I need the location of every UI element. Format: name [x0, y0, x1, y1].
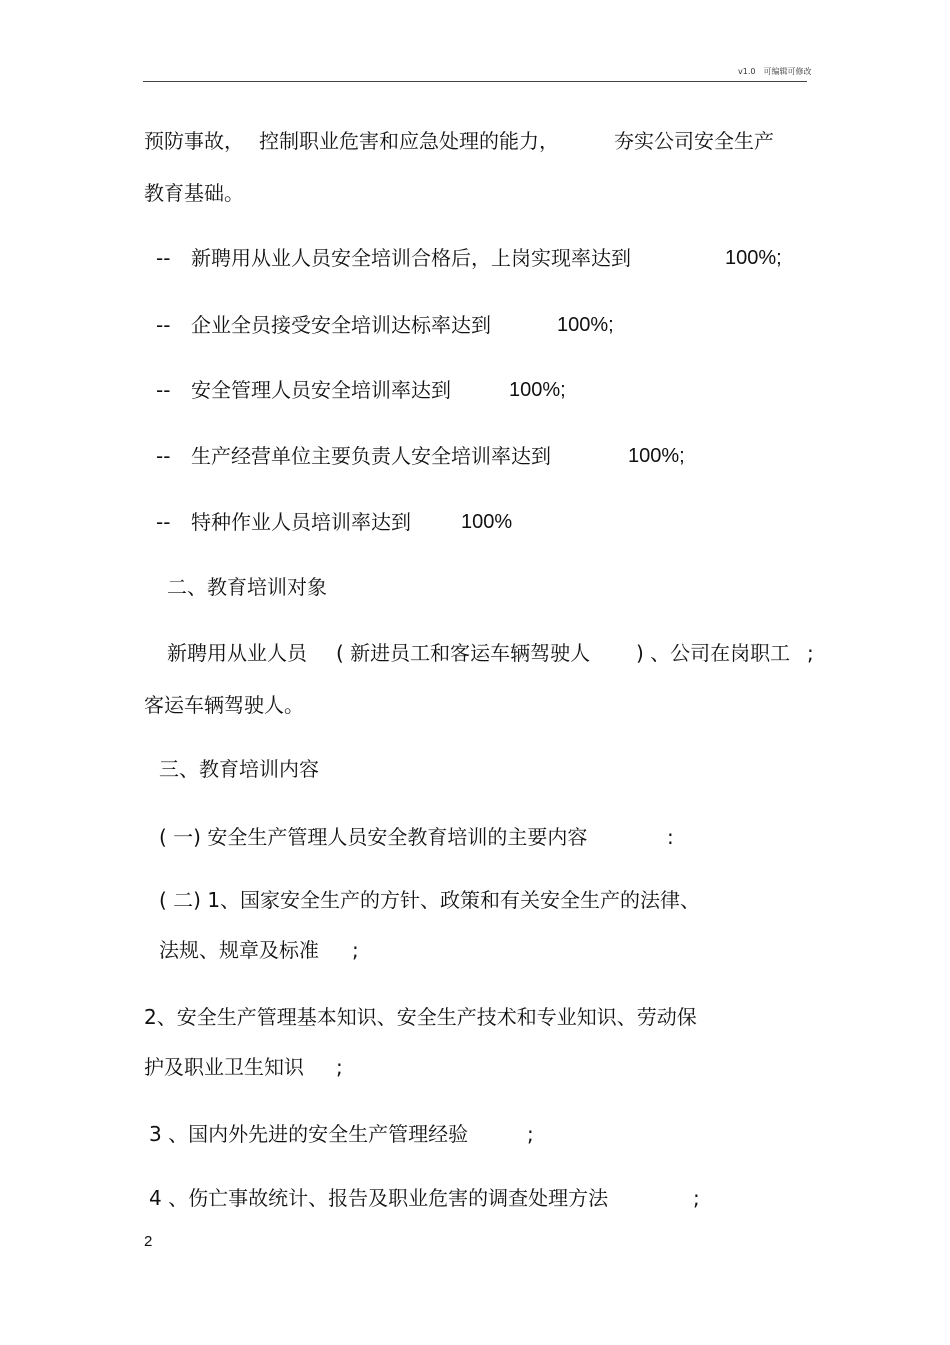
target-dash: --	[156, 510, 171, 534]
item2-semicolon: ;	[336, 1055, 343, 1079]
header-rule	[143, 81, 807, 82]
s2-text-b: ( 新进员工和客运车辆驾驶人	[336, 641, 591, 665]
p1-text-d: 教育基础。	[144, 181, 244, 205]
target-value: 100%;	[557, 314, 614, 336]
target-text: 安全管理人员安全培训率达到	[191, 378, 451, 402]
target-value: 100%;	[509, 379, 566, 401]
target-value: 100%	[461, 511, 513, 533]
item3-semicolon: ;	[527, 1122, 534, 1146]
s2-text-a: 新聘用从业人员	[167, 641, 307, 665]
p1-text-a: 预防事故，	[144, 129, 244, 153]
target-value: 100%;	[628, 445, 685, 467]
sub2-semicolon: ;	[352, 938, 359, 962]
item4-semicolon: ;	[693, 1186, 700, 1210]
target-value: 100%;	[725, 247, 782, 269]
item4-text: 4 、伤亡事故统计、报告及职业危害的调查处理方法	[149, 1186, 609, 1210]
sub2-text: ( 二) 1、国家安全生产的方针、政策和有关安全生产的法律、	[159, 888, 701, 912]
item2-text: 2、安全生产管理基本知识、安全生产技术和专业知识、劳动保	[144, 1005, 697, 1029]
item3-text: 3 、国内外先进的安全生产管理经验	[149, 1122, 469, 1146]
page-number: 2	[144, 1233, 153, 1250]
target-dash: --	[156, 444, 171, 468]
target-text: 企业全员接受安全培训达标率达到	[191, 313, 491, 337]
sub1-colon: :	[667, 825, 674, 849]
target-dash: --	[156, 246, 171, 270]
s2-text-d: ;	[807, 641, 814, 665]
p1-text-c: 夯实公司安全生产	[614, 129, 774, 153]
sub2-text-cont: 法规、规章及标准	[159, 938, 319, 962]
sub1-text: ( 一) 安全生产管理人员安全教育培训的主要内容	[159, 825, 588, 849]
target-dash: --	[156, 313, 171, 337]
target-text: 生产经营单位主要负责人安全培训率达到	[191, 444, 551, 468]
s2-text-c: ) 、公司在岗职工	[636, 641, 791, 665]
p1-text-b: 控制职业危害和应急处理的能力，	[259, 129, 559, 153]
s2-text-e: 客运车辆驾驶人。	[144, 693, 304, 717]
section-3-title: 三、教育培训内容	[159, 757, 319, 781]
header-version: v1.0 可编辑可修改	[738, 67, 812, 76]
target-text: 新聘用从业人员安全培训合格后，上岗实现率达到	[191, 246, 631, 270]
item2-text-cont: 护及职业卫生知识	[144, 1055, 304, 1079]
target-dash: --	[156, 378, 171, 402]
section-2-title: 二、教育培训对象	[167, 575, 327, 599]
target-text: 特种作业人员培训率达到	[191, 510, 411, 534]
